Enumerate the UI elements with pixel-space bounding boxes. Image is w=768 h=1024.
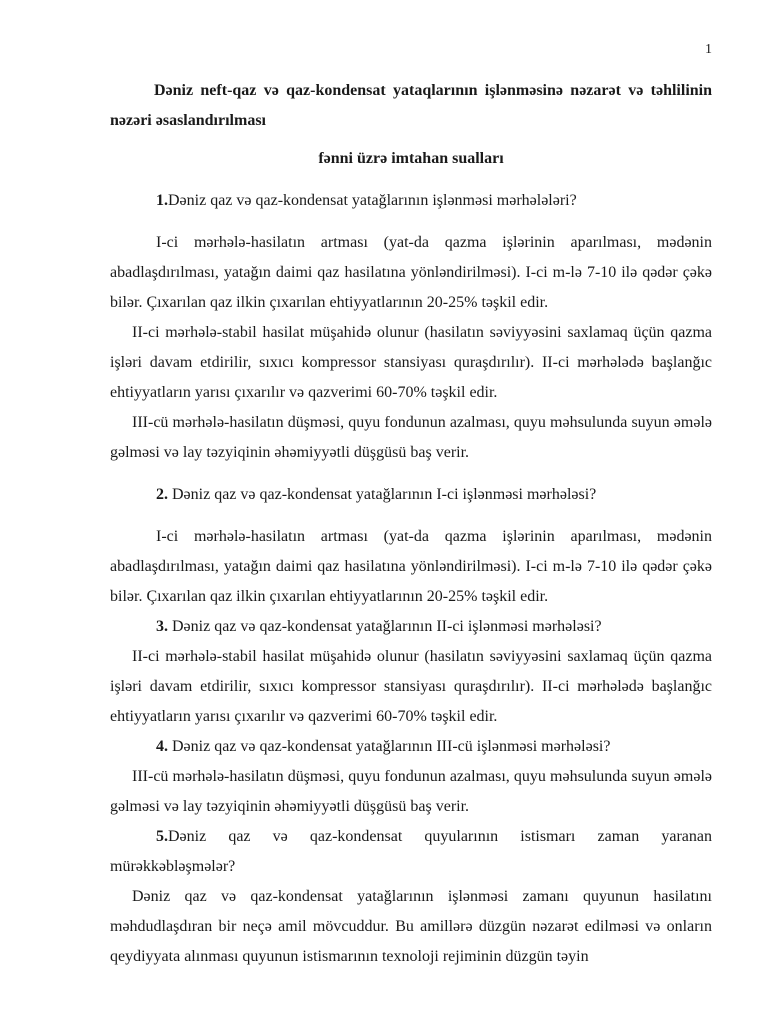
document-body	[110, 76, 712, 972]
document-subtitle: fənni üzrə imtahan sualları	[318, 150, 504, 167]
question-5	[110, 822, 712, 882]
question-text: Dəniz qaz və qaz-kondensat yatağlarının işlənməsi mərhələləri?	[168, 192, 577, 209]
question-text: Dəniz qaz və qaz-kondensat yatağlarının II-ci işlənməsi mərhələsi?	[168, 618, 602, 635]
question-1	[110, 186, 712, 216]
question-2	[110, 480, 712, 510]
question-number: 3.	[156, 618, 168, 635]
answer-paragraph: II-ci mərhələ-stabil hasilat müşahidə olunur (hasilatın səviyyəsini saxlamaq üçün qazma işləri davam etdirilir, sıxıcı kompressor stansiyası quraşdırılır). II-ci mərhələdə başlanğıc ehtiyyatların yarısı çıxarılır və qazverimi 60-70% təşkil edir.	[110, 648, 712, 725]
question-number: 4.	[156, 738, 168, 755]
question-text: Dəniz qaz və qaz-kondensat yatağlarının III-cü işlənməsi mərhələsi?	[168, 738, 611, 755]
question-3	[110, 612, 712, 642]
question-number: 2.	[156, 486, 168, 503]
question-4	[110, 732, 712, 762]
answer-paragraph: I-ci mərhələ-hasilatın artması (yat-da qazma işlərinin aparılması, mədənin abadlaşdırılması, yatağın daimi qaz hasilatına yönləndirilməsi). I-ci m-lə 7-10 ilə qədər çəkə bilər. Çıxarılan qaz ilkin çıxarılan ehtiyyatlarının 20-25% təşkil edir.	[110, 528, 712, 605]
question-number: 5.	[156, 828, 168, 845]
answer-paragraph: II-ci mərhələ-stabil hasilat müşahidə olunur (hasilatın səviyyəsini saxlamaq üçün qazma işləri davam etdirilir, sıxıcı kompressor stansiyası quraşdırılır). II-ci mərhələdə başlanğıc ehtiyyatların yarısı çıxarılır və qazverimi 60-70% təşkil edir.	[110, 324, 712, 401]
answer-paragraph: Dəniz qaz və qaz-kondensat yatağlarının işlənməsi zamanı quyunun hasilatını məhdudlaşdıran bir neçə amil mövcuddur. Bu amillərə düzgün nəzarət edilməsi və onların qeydiyyata alınması quyunun istismarının texnoloji rejiminin düzgün təyin	[110, 888, 712, 965]
answer-paragraph: III-cü mərhələ-hasilatın düşməsi, quyu fondunun azalması, quyu məhsulunda suyun əmələ gəlməsi və lay təzyiqinin əhəmiyyətli düşgüsü baş verir.	[110, 414, 712, 461]
question-text: Dəniz qaz və qaz-kondensat quyularının istismarı zaman yaranan mürəkkəbləşmələr?	[110, 828, 712, 875]
answer-paragraph: III-cü mərhələ-hasilatın düşməsi, quyu fondunun azalması, quyu məhsulunda suyun əmələ gəlməsi və lay təzyiqinin əhəmiyyətli düşgüsü baş verir.	[110, 768, 712, 815]
question-text: Dəniz qaz və qaz-kondensat yatağlarının I-ci işlənməsi mərhələsi?	[168, 486, 597, 503]
answer-paragraph: I-ci mərhələ-hasilatın artması (yat-da qazma işlərinin aparılması, mədənin abadlaşdırılması, yatağın daimi qaz hasilatına yönləndirilməsi). I-ci m-lə 7-10 ilə qədər çəkə bilər. Çıxarılan qaz ilkin çıxarılan ehtiyyatlarının 20-25% təşkil edir.	[110, 234, 712, 311]
question-number: 1.	[156, 192, 168, 209]
page-number: 1	[705, 42, 712, 57]
document-title: Dəniz neft-qaz və qaz-kondensat yataqlarının işlənməsinə nəzarət və təhlilinin nəzəri əsaslandırılması	[110, 82, 712, 129]
